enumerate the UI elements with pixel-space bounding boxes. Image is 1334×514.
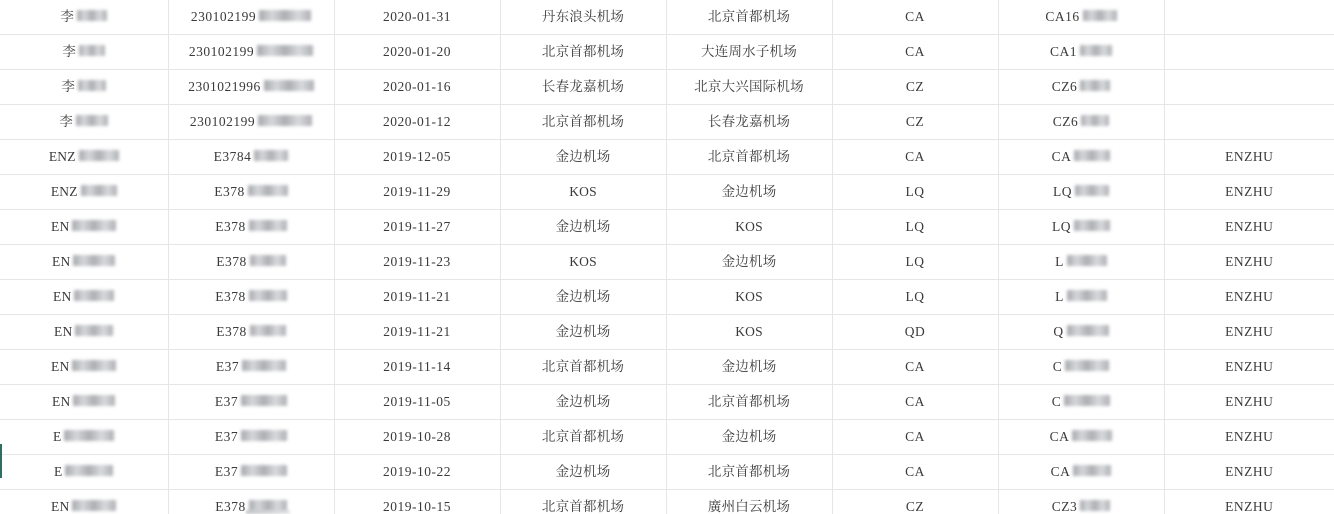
arrival-airport-cell (666, 35, 832, 70)
flight-date-cell (334, 350, 500, 385)
redaction-block (73, 395, 115, 406)
passenger-name-cell-text: 李 (62, 44, 77, 59)
tag-cell-text: ENZHU (1225, 394, 1274, 409)
id-number-text: E378 (215, 499, 246, 514)
redaction-block (78, 80, 106, 91)
departure-airport-cell (500, 105, 666, 140)
airline-code-cell (832, 350, 998, 385)
partial-row-redaction (246, 510, 290, 514)
flight-number-cell (998, 350, 1164, 385)
arrival-airport-cell (666, 455, 832, 490)
flight-number-cell-text: CZ3 (1051, 499, 1078, 514)
redaction-block (249, 220, 287, 231)
redaction-block (1075, 185, 1109, 196)
flight-number-cell-text: L (1055, 254, 1064, 269)
flight-date-cell-text: 2020-01-16 (383, 79, 451, 94)
id-number-cell (168, 280, 334, 315)
flight-date-cell-text: 2019-11-21 (383, 324, 451, 339)
redaction-block (72, 360, 116, 371)
redaction-block (250, 255, 286, 266)
departure-airport-cell-text: 金边机场 (555, 289, 611, 304)
flight-number-cell (998, 280, 1164, 315)
redaction-block (250, 325, 286, 336)
airline-code-cell-text: CA (905, 9, 925, 24)
flight-date-cell-text: 2020-01-31 (383, 9, 451, 24)
airline-code-cell-text: CZ (905, 114, 925, 129)
flight-number-cell-text: CA1 (1049, 44, 1077, 59)
flight-date-cell (334, 315, 500, 350)
airline-code-cell-text: CZ (905, 79, 925, 94)
arrival-airport-cell-text: 北京首都机场 (707, 149, 791, 164)
flight-number-cell-text: CA (1051, 149, 1072, 164)
arrival-airport-cell (666, 420, 832, 455)
airline-code-cell-text: CA (905, 44, 925, 59)
passenger-name-cell (0, 210, 168, 245)
redaction-block (259, 10, 311, 21)
redaction-block (75, 325, 113, 336)
departure-airport-cell-text: KOS (569, 184, 597, 199)
arrival-airport-cell (666, 280, 832, 315)
passenger-name-cell-text: 李 (60, 9, 75, 24)
redaction-block (1074, 150, 1110, 161)
departure-airport-cell-text: 金边机场 (555, 324, 611, 339)
flight-number-cell (998, 455, 1164, 490)
id-number-text: E37 (214, 464, 239, 479)
id-number-cell (168, 420, 334, 455)
departure-airport-cell-text: 丹东浪头机场 (541, 9, 625, 24)
redaction-block (1064, 395, 1110, 406)
tag-cell-text: ENZHU (1225, 429, 1274, 444)
departure-airport-cell-text: 金边机场 (555, 464, 611, 479)
redaction-block (72, 500, 116, 511)
flight-number-cell (998, 315, 1164, 350)
flight-date-cell-text: 2020-01-20 (383, 44, 451, 59)
airline-code-cell (832, 0, 998, 35)
tag-cell-text: ENZHU (1225, 184, 1274, 199)
departure-airport-cell-text: 北京首都机场 (541, 359, 625, 374)
flight-date-cell-text: 2019-10-22 (383, 464, 451, 479)
departure-airport-cell (500, 455, 666, 490)
flight-number-cell-text: LQ (1052, 219, 1071, 234)
airline-code-cell (832, 140, 998, 175)
table-row[interactable] (0, 0, 1334, 35)
id-number-text: E378 (215, 289, 246, 304)
flight-number-cell (998, 175, 1164, 210)
arrival-airport-cell-text: 北京首都机场 (707, 464, 791, 479)
id-number-text: E378 (216, 254, 247, 269)
redaction-block (1080, 45, 1112, 56)
id-number-text: E378 (215, 219, 246, 234)
passenger-name-cell (0, 70, 168, 105)
flight-number-cell (998, 490, 1164, 514)
arrival-airport-cell-text: KOS (735, 324, 763, 339)
redaction-block (81, 185, 117, 196)
departure-airport-cell-text: 金边机场 (555, 219, 611, 234)
airline-code-cell-text: LQ (905, 289, 925, 304)
flight-number-cell-text: C (1052, 359, 1063, 374)
table-row[interactable] (0, 350, 1334, 385)
airline-code-cell (832, 385, 998, 420)
flight-number-cell-text: CA (1050, 464, 1071, 479)
tag-cell (1164, 35, 1334, 70)
tag-cell (1164, 455, 1334, 490)
table-row[interactable] (0, 315, 1334, 350)
flight-number-cell-text: L (1055, 289, 1064, 304)
redaction-block (1067, 255, 1107, 266)
flight-number-cell (998, 35, 1164, 70)
departure-airport-cell-text: 金边机场 (555, 394, 611, 409)
redaction-block (1074, 220, 1110, 231)
tag-cell (1164, 0, 1334, 35)
airline-code-cell-text: LQ (905, 219, 925, 234)
flight-number-cell-text: CA (1049, 429, 1070, 444)
arrival-airport-cell (666, 140, 832, 175)
departure-airport-cell-text: 北京首都机场 (541, 114, 625, 129)
departure-airport-cell (500, 280, 666, 315)
passenger-name-cell (0, 35, 168, 70)
departure-airport-cell-text: 北京首都机场 (541, 429, 625, 444)
id-number-cell (168, 105, 334, 140)
departure-airport-cell (500, 175, 666, 210)
flight-date-cell (334, 0, 500, 35)
redaction-block (1067, 290, 1107, 301)
tag-cell (1164, 280, 1334, 315)
departure-airport-cell (500, 385, 666, 420)
table-row[interactable] (0, 140, 1334, 175)
id-number-cell (168, 70, 334, 105)
departure-airport-cell (500, 70, 666, 105)
tag-cell (1164, 490, 1334, 514)
redaction-block (79, 150, 119, 161)
flight-number-cell-text: CA16 (1045, 9, 1080, 24)
table-row[interactable] (0, 490, 1334, 514)
arrival-airport-cell (666, 210, 832, 245)
departure-airport-cell-text: KOS (569, 254, 597, 269)
airline-code-cell (832, 245, 998, 280)
id-number-text: 230102199 (188, 44, 255, 59)
id-number-cell (168, 210, 334, 245)
passenger-name-cell-text: ENZ (50, 184, 78, 199)
redaction-block (254, 150, 288, 161)
tag-cell (1164, 420, 1334, 455)
arrival-airport-cell-text: KOS (735, 289, 763, 304)
passenger-name-cell-text: EN (52, 254, 71, 269)
redaction-block (64, 430, 114, 441)
id-number-cell (168, 350, 334, 385)
id-number-cell (168, 35, 334, 70)
arrival-airport-cell (666, 175, 832, 210)
departure-airport-cell (500, 140, 666, 175)
arrival-airport-cell-text: 金边机场 (721, 359, 777, 374)
departure-airport-cell (500, 245, 666, 280)
redaction-block (1080, 80, 1110, 91)
flight-number-cell (998, 140, 1164, 175)
flight-number-cell (998, 0, 1164, 35)
airline-code-cell-text: CA (905, 359, 925, 374)
tag-cell-text: ENZHU (1225, 464, 1274, 479)
flight-date-cell (334, 175, 500, 210)
flight-date-cell-text: 2019-11-21 (383, 289, 451, 304)
id-number-text: E37 (214, 429, 239, 444)
arrival-airport-cell-text: KOS (735, 219, 763, 234)
departure-airport-cell (500, 315, 666, 350)
redaction-block (257, 45, 313, 56)
departure-airport-cell (500, 420, 666, 455)
redaction-block (76, 115, 108, 126)
flight-date-cell (334, 420, 500, 455)
airline-code-cell-text: CA (905, 394, 925, 409)
arrival-airport-cell (666, 245, 832, 280)
arrival-airport-cell (666, 315, 832, 350)
airline-code-cell (832, 490, 998, 514)
airline-code-cell (832, 280, 998, 315)
airline-code-cell-text: QD (904, 324, 926, 339)
arrival-airport-cell (666, 105, 832, 140)
table-row[interactable] (0, 175, 1334, 210)
arrival-airport-cell-text: 金边机场 (721, 184, 777, 199)
flight-number-cell (998, 70, 1164, 105)
passenger-name-cell (0, 175, 168, 210)
flight-date-cell (334, 35, 500, 70)
table-row[interactable] (0, 245, 1334, 280)
arrival-airport-cell (666, 0, 832, 35)
redaction-block (1081, 115, 1109, 126)
passenger-name-cell (0, 455, 168, 490)
redaction-block (248, 185, 288, 196)
redaction-block (1065, 360, 1109, 371)
departure-airport-cell (500, 490, 666, 514)
flight-date-cell (334, 490, 500, 514)
redaction-block (249, 290, 287, 301)
passenger-name-cell-text: 李 (61, 79, 76, 94)
redaction-block (258, 115, 312, 126)
passenger-name-cell (0, 280, 168, 315)
flight-date-cell-text: 2019-11-27 (383, 219, 451, 234)
redaction-block (241, 430, 287, 441)
tag-cell (1164, 140, 1334, 175)
id-number-cell (168, 455, 334, 490)
arrival-airport-cell (666, 490, 832, 514)
departure-airport-cell-text: 北京首都机场 (541, 499, 625, 514)
tag-cell (1164, 385, 1334, 420)
redaction-block (1067, 325, 1109, 336)
passenger-name-cell (0, 490, 168, 514)
passenger-name-cell-text: ENZ (48, 149, 76, 164)
flight-date-cell (334, 245, 500, 280)
departure-airport-cell-text: 长春龙嘉机场 (541, 79, 625, 94)
table-row[interactable] (0, 455, 1334, 490)
passenger-name-cell-text: EN (54, 324, 73, 339)
departure-airport-cell (500, 35, 666, 70)
row-edge-accent-marker (0, 444, 2, 478)
id-number-text: E37 (215, 359, 240, 374)
id-number-cell (168, 385, 334, 420)
table-row[interactable] (0, 420, 1334, 455)
airline-code-cell-text: CA (905, 429, 925, 444)
id-number-cell (168, 175, 334, 210)
redaction-block (241, 465, 287, 476)
arrival-airport-cell-text: 金边机场 (721, 429, 777, 444)
airline-code-cell (832, 315, 998, 350)
redaction-block (1073, 465, 1111, 476)
departure-airport-cell-text: 金边机场 (555, 149, 611, 164)
airline-code-cell-text: LQ (905, 254, 925, 269)
airline-code-cell (832, 455, 998, 490)
id-number-text: 2301021996 (188, 79, 261, 94)
passenger-name-cell-text: EN (51, 499, 70, 514)
flight-number-cell (998, 105, 1164, 140)
redaction-block (79, 45, 105, 56)
flight-date-cell-text: 2019-12-05 (383, 149, 451, 164)
flight-date-cell-text: 2019-10-15 (383, 499, 451, 514)
redaction-block (1080, 500, 1110, 511)
passenger-name-cell-text: E (54, 464, 63, 479)
redaction-block (1083, 10, 1117, 21)
redaction-block (74, 290, 114, 301)
tag-cell-text: ENZHU (1225, 254, 1274, 269)
airline-code-cell (832, 70, 998, 105)
airline-code-cell (832, 105, 998, 140)
id-number-cell (168, 0, 334, 35)
flight-date-cell (334, 210, 500, 245)
flight-number-cell-text: C (1051, 394, 1062, 409)
redaction-block (72, 220, 116, 231)
passenger-name-cell-text: EN (52, 394, 71, 409)
arrival-airport-cell (666, 385, 832, 420)
id-number-text: 230102199 (190, 9, 257, 24)
tag-cell (1164, 315, 1334, 350)
departure-airport-cell (500, 350, 666, 385)
tag-cell (1164, 350, 1334, 385)
departure-airport-cell (500, 0, 666, 35)
flight-date-cell (334, 280, 500, 315)
redaction-block (241, 395, 287, 406)
passenger-name-cell (0, 350, 168, 385)
passenger-name-cell (0, 0, 168, 35)
arrival-airport-cell-text: 北京首都机场 (707, 9, 791, 24)
tag-cell-text: ENZHU (1225, 324, 1274, 339)
id-number-cell (168, 140, 334, 175)
airline-code-cell-text: CZ (905, 499, 925, 514)
flight-date-cell-text: 2019-11-14 (383, 359, 451, 374)
tag-cell (1164, 105, 1334, 140)
tag-cell (1164, 210, 1334, 245)
arrival-airport-cell-text: 北京首都机场 (707, 394, 791, 409)
airline-code-cell (832, 175, 998, 210)
id-number-text: 230102199 (189, 114, 256, 129)
flight-number-cell-text: LQ (1053, 184, 1072, 199)
flight-number-cell (998, 210, 1164, 245)
passenger-name-cell (0, 385, 168, 420)
id-number-cell (168, 245, 334, 280)
passenger-name-cell (0, 245, 168, 280)
passenger-name-cell-text: EN (51, 359, 70, 374)
flight-date-cell-text: 2019-11-29 (383, 184, 451, 199)
flight-number-cell (998, 385, 1164, 420)
table-row[interactable] (0, 35, 1334, 70)
arrival-airport-cell-text: 长春龙嘉机场 (707, 114, 791, 129)
redaction-block (1072, 430, 1112, 441)
flight-date-cell (334, 455, 500, 490)
passenger-name-cell (0, 105, 168, 140)
id-number-text: E3784 (213, 149, 252, 164)
tag-cell-text: ENZHU (1225, 219, 1274, 234)
arrival-airport-cell (666, 70, 832, 105)
arrival-airport-cell-text: 廣州白云机场 (707, 499, 791, 514)
flight-date-cell (334, 140, 500, 175)
airline-code-cell (832, 35, 998, 70)
redaction-block (264, 80, 314, 91)
airline-code-cell-text: CA (905, 149, 925, 164)
flight-number-cell-text: CZ6 (1051, 79, 1078, 94)
redaction-block (65, 465, 113, 476)
passenger-name-cell-text: 李 (59, 114, 74, 129)
flight-number-cell-text: Q (1053, 324, 1064, 339)
id-number-cell (168, 315, 334, 350)
departure-airport-cell (500, 210, 666, 245)
arrival-airport-cell-text: 大连周水子机场 (701, 44, 797, 59)
id-number-text: E37 (214, 394, 239, 409)
flight-date-cell-text: 2019-10-28 (383, 429, 451, 444)
redaction-block (73, 255, 115, 266)
table-row[interactable] (0, 70, 1334, 105)
table-row[interactable] (0, 280, 1334, 315)
flight-number-cell (998, 420, 1164, 455)
arrival-airport-cell-text: 北京大兴国际机场 (694, 79, 804, 94)
airline-code-cell-text: CA (905, 464, 925, 479)
passenger-name-cell-text: EN (51, 219, 70, 234)
tag-cell (1164, 175, 1334, 210)
flight-date-cell (334, 385, 500, 420)
tag-cell-text: ENZHU (1225, 149, 1274, 164)
flight-date-cell-text: 2020-01-12 (383, 114, 451, 129)
arrival-airport-cell (666, 350, 832, 385)
departure-airport-cell-text: 北京首都机场 (541, 44, 625, 59)
id-number-text: E378 (216, 324, 247, 339)
table-row[interactable] (0, 105, 1334, 140)
tag-cell-text: ENZHU (1225, 359, 1274, 374)
flight-date-cell (334, 70, 500, 105)
flight-date-cell-text: 2019-11-05 (383, 394, 451, 409)
table-row[interactable] (0, 210, 1334, 245)
passenger-name-cell (0, 420, 168, 455)
redaction-block (77, 10, 107, 21)
arrival-airport-cell-text: 金边机场 (721, 254, 777, 269)
flight-date-cell (334, 105, 500, 140)
tag-cell-text: ENZHU (1225, 289, 1274, 304)
tag-cell-text: ENZHU (1225, 499, 1274, 514)
passenger-name-cell (0, 140, 168, 175)
tag-cell (1164, 70, 1334, 105)
flight-number-cell (998, 245, 1164, 280)
airline-code-cell (832, 210, 998, 245)
id-number-text: E378 (214, 184, 245, 199)
airline-code-cell-text: LQ (905, 184, 925, 199)
passenger-name-cell-text: EN (53, 289, 72, 304)
airline-code-cell (832, 420, 998, 455)
table-row[interactable] (0, 385, 1334, 420)
passenger-name-cell-text: E (53, 429, 62, 444)
redaction-block (242, 360, 286, 371)
passenger-name-cell (0, 315, 168, 350)
tag-cell (1164, 245, 1334, 280)
flight-date-cell-text: 2019-11-23 (383, 254, 451, 269)
flight-number-cell-text: CZ6 (1052, 114, 1079, 129)
